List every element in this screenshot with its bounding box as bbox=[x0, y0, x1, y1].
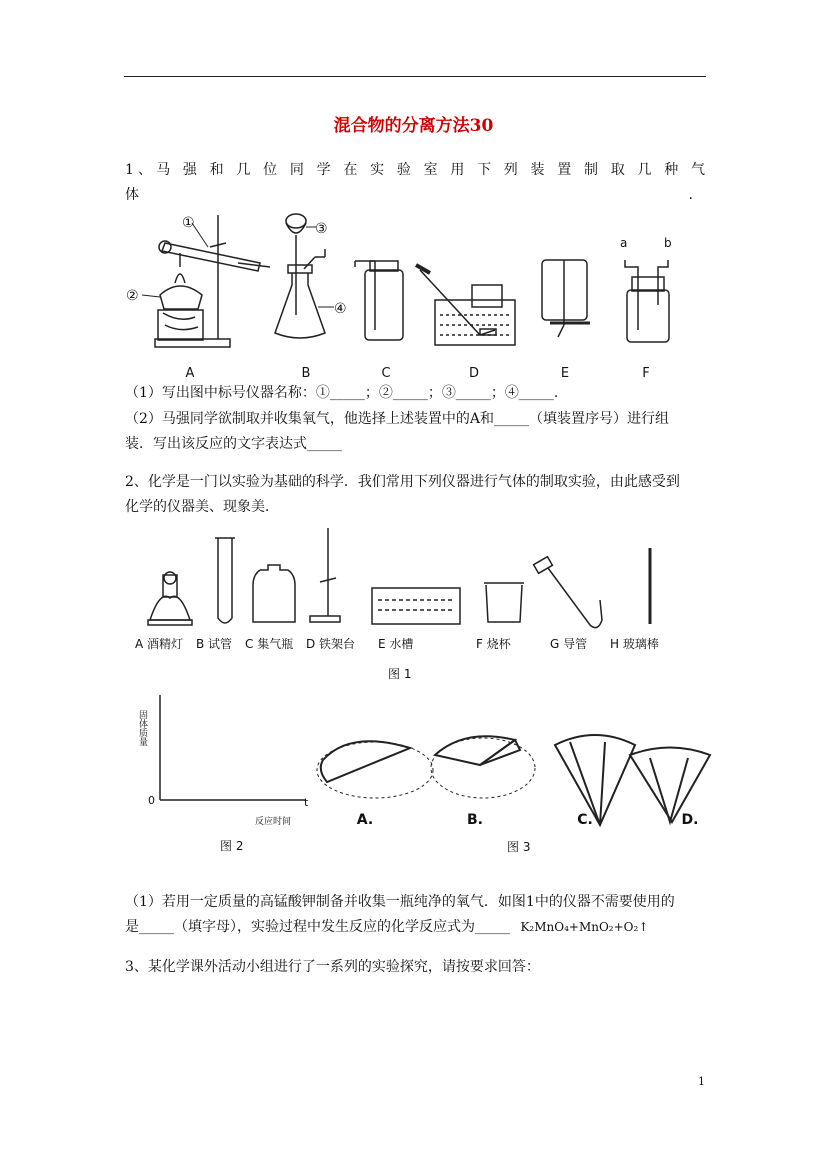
iron-stand-icon bbox=[310, 528, 340, 622]
apparatus-a bbox=[155, 215, 270, 347]
page-title: 混合物的分离方法30 bbox=[333, 116, 494, 136]
figure2-ylabel: 固体质量 bbox=[137, 710, 147, 746]
filter-option-a bbox=[317, 741, 433, 798]
q2-formula: K₂MnO₄+MnO₂+O₂↑ bbox=[520, 920, 649, 934]
apparatus-d bbox=[416, 265, 515, 345]
q2-sub1-line1: （1）若用一定质量的高锰酸钾制备并收集一瓶纯净的氧气．如图1中的仪器不需要使用的 bbox=[125, 894, 675, 910]
apparatus-letter-e: E bbox=[560, 366, 570, 381]
q2-sub1-line2-text: 是_____（填字母），实验过程中发生反应的化学反应式为_____ bbox=[125, 919, 515, 935]
header-rule bbox=[124, 76, 706, 77]
q2-figure1 bbox=[130, 520, 690, 685]
q2-figure2 bbox=[137, 690, 320, 860]
filter-label-c: C. bbox=[577, 812, 593, 828]
gas-bottle-icon bbox=[253, 565, 295, 622]
instrument-label-d: D 铁架台 bbox=[306, 637, 356, 651]
instrument-label-a: A 酒精灯 bbox=[135, 637, 184, 651]
figure2-origin: 0 bbox=[148, 794, 155, 807]
q3-line1: 3、某化学课外活动小组进行了一系列的实验探究，请按要求回答： bbox=[125, 959, 540, 975]
figure2-x-axis: t bbox=[304, 796, 309, 809]
q2-line2: 化学的仪器美、现象美． bbox=[125, 499, 279, 515]
beaker-icon bbox=[484, 583, 524, 622]
bottle-f-label-b: b bbox=[664, 236, 672, 250]
filter-label-d: D. bbox=[681, 812, 699, 828]
test-tube-icon bbox=[215, 538, 235, 623]
q1-sub2-line2: 装．写出该反应的文字表达式_____ bbox=[125, 436, 342, 452]
instrument-label-g: G 导管 bbox=[550, 637, 588, 651]
filter-option-d bbox=[630, 748, 710, 823]
q2-figure3 bbox=[315, 720, 725, 860]
figure2-caption: 图 2 bbox=[220, 839, 244, 853]
apparatus-letter-d: D bbox=[468, 366, 480, 381]
q1-line2-end: . bbox=[688, 187, 693, 203]
figure2-xlabel: 反应时间 bbox=[255, 817, 292, 827]
apparatus-letter-f: F bbox=[642, 366, 650, 381]
apparatus-letter-a: A bbox=[185, 366, 195, 381]
q1-line1: 1、马 强 和 几 位 同 学 在 实 验 室 用 下 列 装 置 制 取 几 种 气 bbox=[125, 162, 705, 178]
q1-line2-start: 体 bbox=[125, 187, 139, 203]
q1-sub2-line1: （2）马强同学欲制取并收集氧气，他选择上述装置中的A和_____（填装置序号）进行组 bbox=[125, 411, 670, 427]
filter-option-c bbox=[555, 735, 635, 825]
q1-sub1: （1）写出图中标号仪器名称：①_____；②_____；③_____；④_____. bbox=[125, 385, 559, 401]
q2-sub1-line2 bbox=[125, 915, 705, 940]
figure3-caption: 图 3 bbox=[507, 840, 531, 854]
marker-3: ③ bbox=[315, 221, 328, 237]
figure1-caption: 图 1 bbox=[388, 667, 412, 681]
filter-option-b bbox=[431, 736, 535, 798]
instrument-label-e: E 水槽 bbox=[378, 637, 414, 651]
apparatus-c bbox=[355, 261, 403, 340]
instrument-label-h: H 玻璃棒 bbox=[610, 637, 659, 651]
q1-apparatus-figure bbox=[120, 205, 680, 385]
water-trough-icon bbox=[372, 588, 460, 624]
instrument-label-c: C 集气瓶 bbox=[245, 637, 294, 651]
marker-2: ② bbox=[126, 288, 139, 304]
apparatus-f bbox=[625, 260, 669, 342]
filter-label-a: A. bbox=[356, 812, 374, 828]
instrument-label-f: F 烧杯 bbox=[476, 637, 511, 651]
instrument-label-b: B 试管 bbox=[196, 637, 233, 651]
marker-1: ① bbox=[182, 215, 195, 231]
apparatus-letter-c: C bbox=[381, 366, 391, 381]
alcohol-lamp-icon bbox=[148, 572, 192, 625]
q2-line1: 2、化学是一门以实验为基础的科学．我们常用下列仪器进行气体的制取实验，由此感受到 bbox=[125, 474, 680, 490]
apparatus-letter-b: B bbox=[301, 366, 311, 381]
bottle-f-label-a: a bbox=[620, 236, 628, 250]
page-number: 1 bbox=[698, 1075, 705, 1088]
delivery-tube-icon bbox=[534, 557, 602, 628]
filter-label-b: B. bbox=[467, 812, 483, 828]
marker-4: ④ bbox=[334, 301, 347, 317]
apparatus-e bbox=[542, 260, 590, 337]
